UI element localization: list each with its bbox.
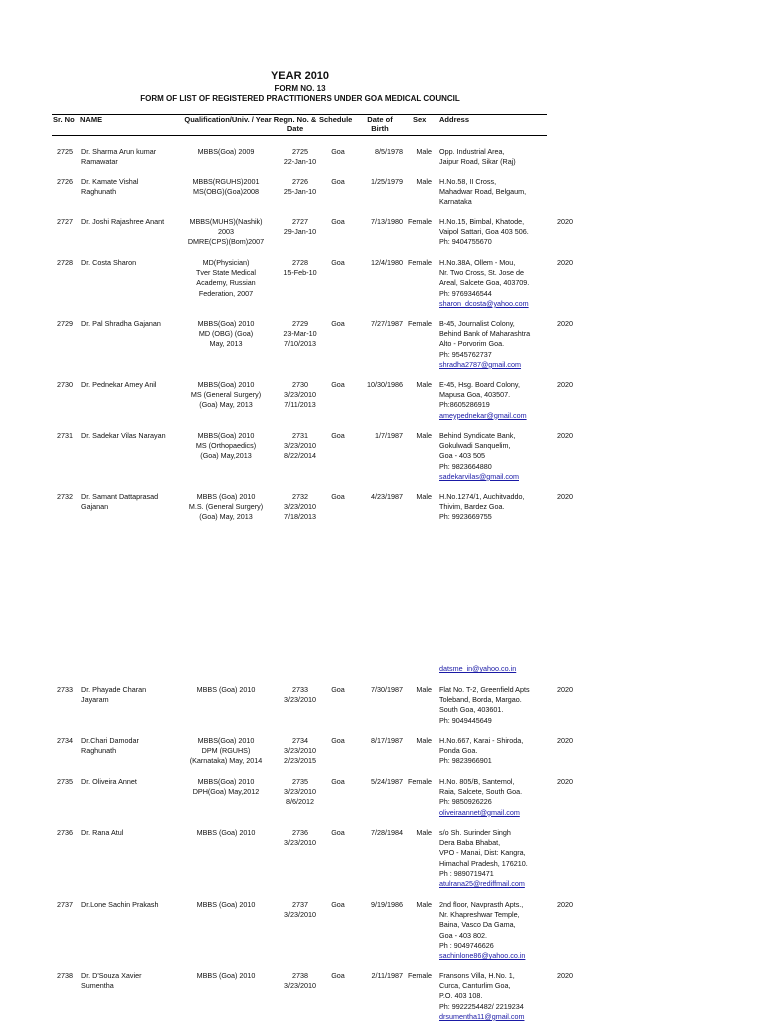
address-line: Raia, Salcete, South Goa. [439,787,523,797]
qualification-line: MBBS(Goa) 2009 [197,147,255,156]
sex-cell: Male [416,380,432,389]
address-line: Karnataka [439,197,472,207]
col-header-qualification: Qualification/Univ. / Year [184,115,272,124]
date-of-birth-cell: 7/27/1987 [371,319,403,328]
practitioner-name-line: Dr. Oliveira Annet [81,777,137,786]
registration-cell [268,177,332,197]
registration-line: 22-Jan-10 [283,157,317,167]
address-line: H.No.15, Bimbal, Khatode, [439,217,525,226]
registration-line: 2726 [292,177,308,186]
registration-line: 7/10/2013 [284,339,316,349]
address-line: Nr. Khapreshwar Temple, [439,910,520,920]
practitioner-name-line: Sumentha [81,981,114,991]
sr-number-cell: 2725 [57,147,73,156]
practitioner-name-line: Ramawatar [81,157,118,167]
qualification-cell [180,319,272,350]
qualification-line: MBBS (Goa) 2010 [196,492,256,501]
registration-line: 15-Feb-10 [283,268,317,278]
practitioner-name-line: Dr. Phayade Charan [81,685,147,694]
qualification-line: MD (OBG) (Goa) [198,329,254,339]
sex-cell: Male [416,900,432,909]
sr-number-cell: 2736 [57,828,73,837]
practitioner-name-line: Gajanan [81,502,109,512]
qualification-line: MBBS(Goa) 2010 [197,319,255,328]
practitioner-name-line: Dr. Sharma Arun kumar [81,147,157,156]
col-header-dob: Date of Birth [367,115,393,133]
sr-number-cell: 2729 [57,319,73,328]
registration-line: 25-Jan-10 [283,187,317,197]
practitioner-name-cell [81,900,185,910]
sex-cell: Male [416,147,432,156]
address-cell [439,685,551,726]
address-line: 2nd floor, Navprasth Apts., [439,900,524,909]
qualification-line: MD(Physician) [202,258,250,267]
practitioner-name-line: Dr. Costa Sharon [81,258,137,267]
address-line: H.No. 805/B, Santemol, [439,777,515,786]
registration-line: 7/18/2013 [284,512,316,522]
schedule-cell: Goa [331,828,345,837]
registration-line: 2733 [292,685,308,694]
sr-number-cell: 2738 [57,971,73,980]
qualification-line: MBBS (Goa) 2010 [196,685,256,694]
sr-number-cell: 2728 [57,258,73,267]
address-cell [439,900,551,961]
qualification-line: DPH(Goa) May,2012 [192,787,260,797]
col-header-address: Address [439,115,470,124]
email-link[interactable]: shradha2787@gmail.com [439,359,522,369]
sex-cell: Male [416,492,432,501]
address-cell [439,736,551,767]
schedule-cell: Goa [331,777,345,786]
registration-cell [268,492,332,523]
practitioner-name-cell [81,777,185,787]
renewal-year-cell: 2020 [557,736,573,745]
practitioner-name-line: Dr. Rana Atul [81,828,124,837]
registration-cell [268,217,332,237]
schedule-cell: Goa [331,319,345,328]
address-line: P.O. 403 108. [439,991,483,1001]
practitioner-name-line: Raghunath [81,746,117,756]
registration-line: 3/23/2010 [284,910,316,920]
address-line: Ph: 9404755670 [439,237,492,247]
schedule-cell: Goa [331,431,345,440]
date-of-birth-cell: 12/4/1980 [371,258,403,267]
sex-cell: Female [408,319,432,328]
address-line: B-45, Journalist Colony, [439,319,515,328]
qualification-line: DPM (RGUHS) [201,746,251,756]
practitioner-name-line: Dr. Joshi Rajashree Anant [81,217,165,226]
practitioner-name-cell [81,492,185,512]
registration-line: 2734 [292,736,308,745]
qualification-cell [180,685,272,695]
practitioner-name-line: Dr. Sadekar Vilas Narayan [81,431,166,440]
qualification-line: Academy, Russian [196,278,256,288]
registration-cell [268,380,332,411]
registration-cell [268,147,332,167]
sex-cell: Male [416,685,432,694]
col-header-name: NAME [80,115,103,124]
registration-line: 3/23/2010 [284,746,316,756]
address-line: s/o Sh. Surinder Singh [439,828,511,837]
address-line: H.No.1274/1, Auchitvaddo, [439,492,525,501]
registration-line: 2/23/2015 [284,756,316,766]
address-line: Goa - 403 505 [439,451,485,461]
practitioner-name-line: Dr. Samant Dattaprasad [81,492,159,501]
email-link[interactable]: sadekarvilas@gmail.com [439,471,519,481]
address-cell [439,258,551,309]
practitioner-name-line: Dr.Chari Damodar [81,736,139,745]
qualification-line: MS (General Surgery) [190,390,262,400]
sr-number-cell: 2726 [57,177,73,186]
schedule-cell: Goa [331,492,345,501]
practitioner-name-cell [81,431,185,441]
practitioner-name-line: Dr. Pal Shradha Gajanan [81,319,161,328]
practitioner-name-line: Dr. D'Souza Xavier [81,971,142,980]
renewal-year-cell: 2020 [557,777,573,786]
registration-cell [268,971,332,991]
registration-line: 2725 [292,147,308,156]
sr-number-cell: 2731 [57,431,73,440]
address-line: Curca, Canturlim Goa, [439,981,511,991]
qualification-cell [180,828,272,838]
renewal-year-cell: 2020 [557,900,573,909]
address-line: H.No.38A, Ollem - Mou, [439,258,516,267]
practitioner-name-line: Dr. Kamate Vishal [81,177,139,186]
registration-line: 23-Mar-10 [283,329,317,339]
practitioner-name-cell [81,828,185,838]
registration-line: 2738 [292,971,308,980]
renewal-year-cell: 2020 [557,971,573,980]
qualification-line: MBBS(MUHS)(Nashik) [189,217,263,226]
email-link[interactable]: ameypednekar@gmail.com [439,410,527,420]
qualification-line: Federation, 2007 [198,288,254,298]
sex-cell: Male [416,177,432,186]
sex-cell: Male [416,736,432,745]
renewal-year-cell: 2020 [557,685,573,694]
address-line: Ph: 9850926226 [439,797,492,807]
address-line: South Goa, 403601. [439,705,504,715]
header-top-rule [52,114,547,115]
registration-line: 2737 [292,900,308,909]
qualification-line: (Goa) May,2013 [200,451,252,461]
col-header-regn: Regn. No. & Date [273,115,317,133]
qualification-line: May, 2013 [209,339,243,349]
qualification-cell [180,492,272,523]
registration-cell [268,736,332,767]
qualification-line: MBBS(Goa) 2010 [197,736,255,745]
registration-cell [268,900,332,920]
qualification-line: MBBS(Goa) 2010 [197,777,255,786]
address-line: Behind Bank of Maharashtra [439,329,531,339]
qualification-line: (Karnataka) May, 2014 [189,756,263,766]
renewal-year-cell: 2020 [557,492,573,501]
schedule-cell: Goa [331,900,345,909]
sr-number-cell: 2727 [57,217,73,226]
qualification-cell [180,971,272,981]
address-line: Mahadwar Road, Belgaum, [439,187,527,197]
address-line: Opp. Industrial Area, [439,147,505,156]
registration-line: 8/22/2014 [284,451,316,461]
qualification-cell [180,777,272,797]
sr-number-cell: 2730 [57,380,73,389]
sr-number-cell: 2737 [57,900,73,909]
email-link[interactable]: oliveiraannet@gmail.com [439,807,520,817]
email-link[interactable]: sharon_dcosta@yahoo.com [439,298,529,308]
sex-cell: Female [408,777,432,786]
address-line: Ph : 9049746626 [439,940,494,950]
email-link[interactable]: drsumentha11@gmail.com [439,1011,525,1021]
address-line: Toleband, Borda, Margao. [439,695,522,705]
address-line: Fransons Villa, H.No. 1, [439,971,515,980]
sex-cell: Female [408,217,432,226]
registration-line: 3/23/2010 [284,787,316,797]
qualification-cell [180,217,272,248]
registration-line: 3/23/2010 [284,981,316,991]
practitioner-name-cell [81,147,185,167]
address-cell [439,319,551,370]
address-line: Ph: 9769346544 [439,288,492,298]
practitioner-name-cell [81,971,185,991]
address-cell [439,971,551,1022]
address-line: Behind Syndicate Bank, [439,431,516,440]
qualification-cell [180,736,272,767]
address-line: Ph: 9823664880 [439,461,492,471]
address-line: H.No.58, II Cross, [439,177,497,186]
registration-line: 3/23/2010 [284,441,316,451]
registration-line: 2730 [292,380,308,389]
qualification-line: 2003 [218,227,234,237]
address-line: Goa - 403 802. [439,930,487,940]
date-of-birth-cell: 5/24/1987 [371,777,403,786]
date-of-birth-cell: 1/25/1979 [371,177,403,186]
date-of-birth-cell: 7/28/1984 [371,828,403,837]
address-cell [439,828,551,889]
registration-cell [268,685,332,705]
sr-number-cell: 2732 [57,492,73,501]
address-line: Ph: 9823966901 [439,756,492,766]
date-of-birth-cell: 7/30/1987 [371,685,403,694]
address-cell [439,492,551,523]
registration-cell [268,258,332,278]
qualification-line: MBBS(Goa) 2010 [197,380,255,389]
address-line: Vaipol Sattari, Goa 403 506. [439,227,529,237]
address-cell [439,217,551,248]
qualification-line: MBBS (Goa) 2010 [196,828,256,837]
practitioner-name-cell [81,258,185,268]
qualification-line: (Goa) May, 2013 [199,512,253,522]
schedule-cell: Goa [331,217,345,226]
registration-line: 2727 [292,217,308,226]
registration-line: 3/23/2010 [284,502,316,512]
address-cell [439,431,551,482]
date-of-birth-cell: 1/7/1987 [375,431,403,440]
sr-number-cell: 2735 [57,777,73,786]
date-of-birth-cell: 4/23/1987 [371,492,403,501]
qualification-line: MBBS (Goa) 2010 [196,900,256,909]
schedule-cell: Goa [331,380,345,389]
schedule-cell: Goa [331,971,345,980]
practitioner-name-cell [81,736,185,756]
email-link[interactable]: atulrana25@rediffmail.com [439,879,525,889]
email-link[interactable]: sachinlone86@yahoo.co.in [439,951,526,961]
renewal-year-cell: 2020 [557,380,573,389]
address-line: Ph: 9922254482/ 2219234 [439,1001,524,1011]
address-line: Alto - Porvorim Goa. [439,339,505,349]
registration-cell [268,828,332,848]
address-line: VPO - Manai, Dist: Kangra, [439,848,526,858]
sex-cell: Male [416,828,432,837]
address-cell [439,177,551,208]
header-bottom-rule [52,135,547,136]
qualification-cell [180,380,272,411]
address-line: Areal, Salcete Goa, 403709. [439,278,530,288]
practitioner-name-cell [81,380,185,390]
qualification-cell [180,900,272,910]
qualification-line: MS(OBG)(Goa)2008 [193,187,259,197]
registration-line: 2732 [292,492,308,501]
registration-line: 29-Jan-10 [283,227,317,237]
qualification-cell [180,431,272,462]
registration-line: 2735 [292,777,308,786]
qualification-cell [180,258,272,299]
registration-line: 3/23/2010 [284,838,316,848]
registration-line: 2736 [292,828,308,837]
address-cell [439,147,551,167]
practitioner-name-cell [81,217,185,227]
date-of-birth-cell: 8/5/1978 [375,147,403,156]
address-line: Flat No. T-2, Greenfield Apts [439,685,530,694]
sex-cell: Male [416,431,432,440]
address-line: Nr. Two Cross, St. Jose de [439,268,524,278]
orphan-email-link[interactable]: datsme_in@yahoo.co.in [439,664,517,673]
date-of-birth-cell: 10/30/1986 [367,380,403,389]
practitioner-name-cell [81,319,185,329]
qualification-line: (Goa) May, 2013 [199,400,253,410]
renewal-year-cell: 2020 [557,431,573,440]
address-line: Dera Baba Bhabat, [439,838,501,848]
renewal-year-cell: 2020 [557,217,573,226]
date-of-birth-cell: 7/13/1980 [371,217,403,226]
registration-cell [268,431,332,462]
qualification-line: MS (Orthopaedics) [195,441,257,451]
address-line: Gokulwadi Sanquelim, [439,441,511,451]
schedule-cell: Goa [331,147,345,156]
col-header-schedule: Schedule [319,115,353,124]
qualification-line: MBBS(Goa) 2010 [197,431,255,440]
address-line: Ph:8605286919 [439,400,490,410]
renewal-year-cell: 2020 [557,258,573,267]
sex-cell: Female [408,971,432,980]
schedule-cell: Goa [331,177,345,186]
address-line: Himachal Pradesh, 176210. [439,858,528,868]
address-line: Thivim, Bardez Goa. [439,502,505,512]
col-header-sex: Sex [413,115,427,124]
practitioner-name-line: Raghunath [81,187,117,197]
schedule-cell: Goa [331,258,345,267]
col-header-sr: Sr. No [53,115,75,124]
year-heading: YEAR 2010 [270,70,330,82]
registration-cell [268,319,332,350]
registration-line: 7/11/2013 [284,400,316,410]
qualification-line: DMRE(CPS)(Bom)2007 [187,237,265,247]
practitioner-name-line: Jayaram [81,695,109,705]
sr-number-cell: 2733 [57,685,73,694]
address-line: H.No.667, Karai - Shiroda, [439,736,524,745]
qualification-cell [180,177,272,197]
registration-line: 8/6/2012 [286,797,314,807]
registration-line: 2729 [292,319,308,328]
renewal-year-cell: 2020 [557,319,573,328]
schedule-cell: Goa [331,685,345,694]
registration-cell [268,777,332,808]
registration-line: 2728 [292,258,308,267]
address-line: Ph: 9545762737 [439,349,492,359]
date-of-birth-cell: 2/11/1987 [371,971,403,980]
address-cell [439,777,551,818]
qualification-line: MBBS (Goa) 2010 [196,971,256,980]
practitioner-name-cell [81,685,185,705]
form-number: FORM NO. 13 [274,84,326,93]
qualification-cell [180,147,272,157]
qualification-line: Tver State Medical [196,268,256,278]
date-of-birth-cell: 8/17/1987 [371,736,403,745]
sex-cell: Female [408,258,432,267]
address-line: Mapusa Goa, 403507. [439,390,511,400]
address-line: Baina, Vasco Da Gama, [439,920,516,930]
qualification-line: MBBS(RGUHS)2001 [192,177,260,186]
address-line: E-45, Hsg. Board Colony, [439,380,520,389]
address-line: Ph : 9890719471 [439,868,494,878]
address-line: Ph: 9049445649 [439,715,492,725]
registration-line: 3/23/2010 [284,390,316,400]
sr-number-cell: 2734 [57,736,73,745]
practitioner-name-line: Dr. Pednekar Amey Anil [81,380,157,389]
address-cell [439,380,551,421]
registration-line: 3/23/2010 [284,695,316,705]
practitioner-name-line: Dr.Lone Sachin Prakash [81,900,159,909]
qualification-line: M.S. (General Surgery) [188,502,264,512]
schedule-cell: Goa [331,736,345,745]
date-of-birth-cell: 9/19/1986 [371,900,403,909]
registration-line: 2731 [292,431,308,440]
practitioner-name-cell [81,177,185,197]
page-subtitle: FORM OF LIST OF REGISTERED PRACTITIONERS UNDER GOA MEDICAL COUNCIL [140,94,460,103]
address-line: Ph: 9923669755 [439,512,492,522]
address-line: Jaipur Road, Sikar (Raj) [439,157,516,167]
address-line: Ponda Goa. [439,746,478,756]
